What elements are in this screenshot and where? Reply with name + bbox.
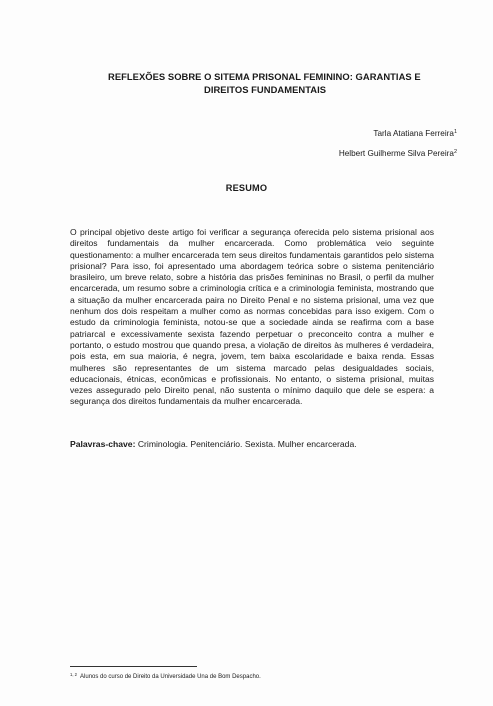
keywords-text: Criminologia. Penitenciário. Sexista. Mulher encarcerada.: [135, 439, 357, 449]
keywords-label: Palavras-chave:: [70, 439, 136, 449]
footnote-marks: 1, 2: [70, 672, 77, 677]
author-1-name: Tarla Atatiana Ferreira: [373, 129, 454, 138]
footnote-divider: [70, 666, 197, 667]
author-2: [339, 147, 457, 159]
author-2-footnote-mark: 2: [453, 149, 457, 155]
author-1-footnote-mark: 1: [453, 129, 457, 135]
title-line-2: DIREITOS FUNDAMENTAIS: [204, 83, 327, 95]
author-1: [373, 127, 457, 139]
abstract-heading: RESUMO: [225, 183, 268, 193]
abstract-paragraph: O principal objetivo deste artigo foi verificar a segurança oferecida pelo sistema prisional aos direitos fundamentais da mulher encarcerada. Como problemática veio seguinte questionamento: a mulher encarcerada tem seus direitos fundamentais garantidos pelo sistema prisional? Para isso, foi apresentado uma abordagem teórica sobre o sistema penitenciário brasileiro, um breve relato, sobre a história das prisões femininas no Brasil, o perfil da mulher encarcerada, um resumo sobre a criminologia crítica e a criminologia feminista, mostrando que a situação da mulher encarcerada paira no Direito Penal e no sistema prisional, uma vez que nenhum dos dois respeitam a mulher como as normas concebidas para isso exigem. Com o estudo da criminologia feminista, notou-se que a sociedade ainda se reafirma com a base patriarcal e excessivamente sexista fazendo perpetuar o preconceito contra a mulher e portanto, o estudo mostrou que quando presa, a violação de direitos às mulheres é verdadeira, pois esta, em sua maioria, é negra, jovem, tem baixa escolaridade e baixa renda. Essas mulheres são representantes de um sistema marcado pelas desigualdades sociais, educacionais, étnicas, econômicas e profissionais. No entanto, o sistema prisional, muitas vezes assegurado pelo Direito penal, não sustenta o mínimo daquilo que dele se espera: a segurança dos direitos fundamentais da mulher encarcerada.: [70, 227, 434, 407]
keywords-line: [70, 439, 450, 450]
document-title: [108, 71, 448, 96]
footnote: [70, 671, 450, 681]
title-line-1: REFLEXÕES SOBRE O SITEMA PRISONAL FEMININO: GARANTIAS E: [108, 71, 421, 82]
author-2-name: Helbert Guilherme Silva Pereira: [338, 149, 454, 158]
footnote-text: Alunos do curso de Direito da Universidade Una de Bom Despacho.: [80, 674, 261, 680]
